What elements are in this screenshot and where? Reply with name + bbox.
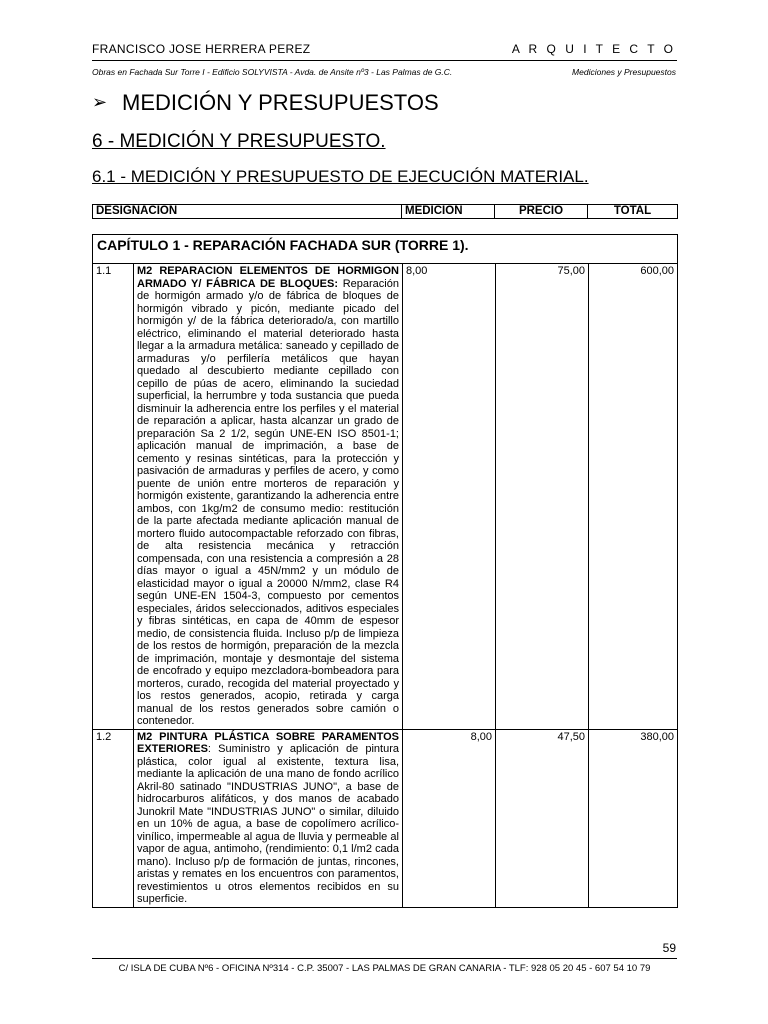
column-total: TOTAL	[588, 205, 678, 219]
item-number: 1.1	[93, 264, 134, 730]
footer-address: C/ ISLA DE CUBA Nº6 - OFICINA Nº314 - C.P. 35007 - LAS PALMAS DE GRAN CANARIA - TLF: 928 05 20 45 - 607 54 10 79	[118, 963, 651, 974]
header-project: Obras en Fachada Sur Torre I - Edificio SOLYVISTA - Avda. de Ansite nº3 - Las Palmas de G.C.	[92, 67, 453, 77]
column-designacion: DESIGNACION	[93, 205, 402, 219]
item-total: 380,00	[589, 729, 678, 907]
item-text: Reparación de hormigón armado y/o de fábrica de bloques de hormigón vibrado y picón, mediante picado del hormigón y/ de la fábrica deteriorado/a, con martillo eléctrico, eliminando el material deteriorado hasta llegar a la armadura metálica: saneado y cepillado de armaduras y/o perfilería metálicos que hayan quedado al descubierto mediante cepillado con cepillo de púas de acero, eliminando la suciedad superficial, la herrumbre y toda sustancia que pueda disminuir la adherencia entre los perfiles y el material de reparación a aplicar, hasta alcanzar un grado de preparación Sa 2 1/2, según UNE-EN ISO 8501-1; aplicación manual de imprimación, a base de cemento y resinas sintéticas, para la protección y pasivación de armaduras y perfiles de acero, y como puente de unión entre morteros de reparación y hormigón existente, garantizando la adherencia entre ambos, con 1kg/m2 de consumo medio: restitución de la parte afectada mediante aplicación manual de mortero fluido autocompactable reforzado con fibras, de alta resistencia mecánica y retracción compensada, con una resistencia a compresión a 28 días mayor o igual a 45N/mm2 y un módulo de elasticidad mayor o igual a 20000 N/mm2, clase R4 según UNE-EN 1504-3, compuesto por cementos especiales, áridos seleccionados, aditivos especiales y fibras sintéticas, en capa de 40mm de espesor medio, de consistencia fluida. Incluso p/p de limpieza de los restos de hormigón, preparación de la mezcla de imprimación, montaje y desmontaje del sistema de encofrado y equipo mezcladora-bombeadora para morteros, curado, recogida del material proyectado y los restos generados, acopio, retirada y carga manual de los restos generados sobre camión o contenedor.	[137, 277, 399, 727]
subsection-heading: 6.1 - MEDICIÓN Y PRESUPUESTO DE EJECUCIÓN MATERIAL.	[92, 167, 589, 186]
item-number: 1.2	[93, 729, 134, 907]
item-precio: 75,00	[496, 264, 589, 730]
item-total: 600,00	[589, 264, 678, 730]
items-table	[92, 263, 678, 908]
item-description	[134, 729, 403, 907]
item-medicion: 8,00	[403, 729, 496, 907]
item-description	[134, 264, 403, 730]
item-title: M2 REPARACION ELEMENTOS DE HORMIGON ARMADO Y/ FÁBRICA DE BLOQUES:	[137, 265, 399, 290]
arrow-bullet-icon: ➢	[92, 92, 108, 112]
header-author: FRANCISCO JOSE HERRERA PEREZ	[92, 42, 311, 56]
chapter-title: CAPÍTULO 1 - REPARACIÓN FACHADA SUR (TORRE 1).	[97, 237, 469, 253]
header-divider	[92, 60, 677, 61]
column-precio: PRECIO	[495, 205, 588, 219]
table-row	[93, 729, 678, 907]
item-text: : Suministro y aplicación de pintura plástica, color igual al existente, textura lisa, mediante la aplicación de una mano de fondo acrílico Akril-80 satinado "INDUSTRIAS JUNO", a base de hidrocarburos alifáticos, y dos manos de acabado Junokril Mate "INDUSTRIAS JUNO" o similar, diluido en un 10% de agua, a base de copolímero acrílico-vinílico, impermeable al agua de lluvia y permeable al vapor de agua, antimoho, (rendimiento: 0,1 l/m2 cada mano). Incluso p/p de formación de juntas, rincones, aristas y remates en los encuentros con paramentos, revestimientos u otros elementos recibidos en su superficie.	[137, 743, 399, 905]
page-title	[92, 90, 439, 116]
section-heading: 6 - MEDICIÓN Y PRESUPUESTO.	[92, 131, 386, 152]
item-precio: 47,50	[496, 729, 589, 907]
footer-divider	[92, 958, 677, 959]
page-number: 59	[662, 941, 676, 955]
table-row	[93, 264, 678, 730]
column-header-table	[92, 204, 678, 219]
page-title-text: MEDICIÓN Y PRESUPUESTOS	[122, 90, 439, 115]
item-medicion: 8,00	[403, 264, 496, 730]
header-section-label: Mediciones y Presupuestos	[572, 67, 676, 77]
column-medicion: MEDICION	[402, 205, 495, 219]
item-title: M2 PINTURA PLÁSTICA SOBRE PARAMENTOS EXTERIORES	[137, 730, 399, 755]
header-role: A R Q U I T E C T O	[511, 42, 676, 56]
